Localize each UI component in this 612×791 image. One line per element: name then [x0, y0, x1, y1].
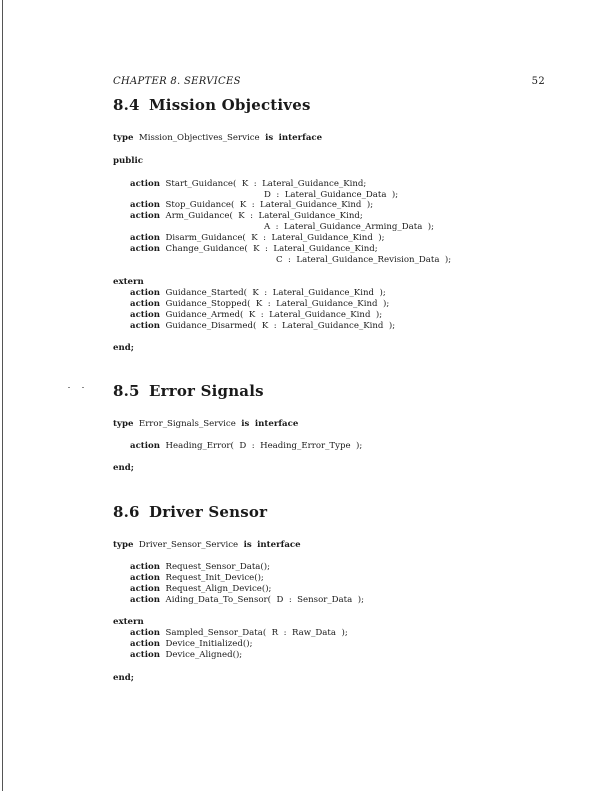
section-heading-8-5: [113, 382, 264, 400]
action-line: action Change_Guidance( K : Lateral_Guidance_Kind;: [130, 244, 378, 254]
section-heading-8-6: [113, 503, 267, 521]
end-label: end;: [113, 463, 134, 473]
section-title: Driver Sensor: [149, 503, 268, 521]
scan-edge-rule: [2, 0, 3, 791]
action-line: action Aiding_Data_To_Sensor( D : Sensor_Data );: [130, 595, 364, 605]
type-declaration: type Error_Signals_Service is interface: [113, 419, 299, 429]
page-number: 52: [531, 76, 545, 87]
extern-label: extern: [113, 277, 144, 287]
action-line: action Request_Sensor_Data();: [130, 562, 271, 572]
type-declaration: type Driver_Sensor_Service is interface: [113, 540, 301, 550]
end-label: end;: [113, 673, 134, 683]
extern-action-line: action Sampled_Sensor_Data( R : Raw_Data );: [130, 628, 348, 638]
action-line: action Stop_Guidance( K : Lateral_Guidance_Kind );: [130, 200, 374, 210]
extern-action-line: action Guidance_Started( K : Lateral_Guidance_Kind );: [130, 288, 386, 298]
public-label: public: [113, 156, 144, 166]
scan-speck: [82, 387, 84, 388]
type-declaration: type Mission_Objectives_Service is interface: [113, 133, 323, 143]
action-line: action Arm_Guidance( K : Lateral_Guidance_Kind;: [130, 211, 363, 221]
action-line-continuation: C : Lateral_Guidance_Revision_Data );: [276, 255, 452, 265]
section-title: Error Signals: [149, 382, 264, 400]
end-label: end;: [113, 343, 134, 353]
extern-action-line: action Device_Initialized();: [130, 639, 253, 649]
extern-action-line: action Guidance_Disarmed( K : Lateral_Guidance_Kind );: [130, 321, 396, 331]
action-line: action Start_Guidance( K : Lateral_Guidance_Kind;: [130, 179, 367, 189]
extern-label: extern: [113, 617, 144, 627]
section-title: Mission Objectives: [149, 96, 311, 114]
section-number: 8.6: [113, 503, 140, 521]
action-line-continuation: A : Lateral_Guidance_Arming_Data );: [264, 222, 435, 232]
extern-action-line: action Guidance_Armed( K : Lateral_Guidance_Kind );: [130, 310, 383, 320]
section-number: 8.4: [113, 96, 140, 114]
section-number: 8.5: [113, 382, 140, 400]
extern-action-line: action Device_Aligned();: [130, 650, 243, 660]
action-line: action Request_Init_Device();: [130, 573, 264, 583]
section-heading-8-4: [113, 96, 311, 114]
action-line-continuation: D : Lateral_Guidance_Data );: [264, 190, 399, 200]
action-line: action Disarm_Guidance( K : Lateral_Guidance_Kind );: [130, 233, 385, 243]
scan-speck: [68, 387, 70, 388]
extern-action-line: action Guidance_Stopped( K : Lateral_Guidance_Kind );: [130, 299, 390, 309]
running-header: [113, 76, 545, 87]
action-line: action Heading_Error( D : Heading_Error_Type );: [130, 441, 363, 451]
chapter-heading: CHAPTER 8. SERVICES: [113, 76, 241, 87]
action-line: action Request_Align_Device();: [130, 584, 272, 594]
